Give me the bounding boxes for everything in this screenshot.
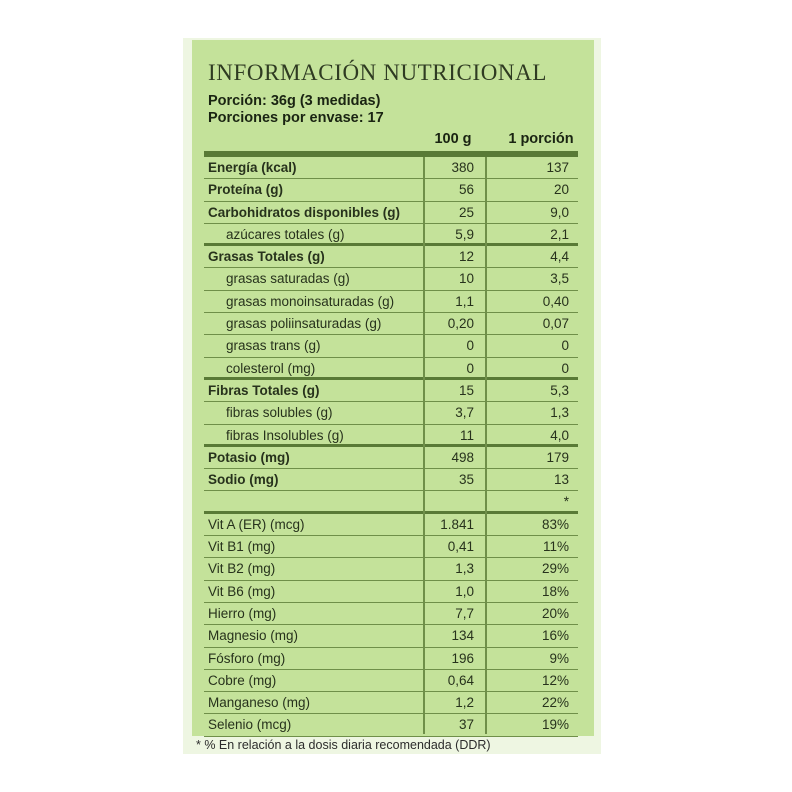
value-per-100g: 11 xyxy=(459,427,474,443)
table-row xyxy=(204,224,578,246)
nutrient-label: grasas monoinsaturadas (g) xyxy=(226,293,395,309)
nutrient-label: Cobre (mg) xyxy=(208,672,277,688)
value-per-serving: 20% xyxy=(541,605,569,621)
table-row xyxy=(204,714,578,736)
value-per-serving: 0,40 xyxy=(542,293,569,309)
table-row xyxy=(204,157,578,179)
nutrient-label: azúcares totales (g) xyxy=(226,226,345,242)
table-row xyxy=(204,692,578,714)
nutrient-label: Vit A (ER) (mcg) xyxy=(208,516,305,532)
value-per-serving: 137 xyxy=(546,160,569,175)
nutrient-label: Manganeso (mg) xyxy=(208,695,311,711)
nutrient-label: Proteína (g) xyxy=(208,182,284,198)
panel-title: INFORMACIÓN NUTRICIONAL xyxy=(208,60,547,85)
table-row xyxy=(204,491,578,513)
column-divider xyxy=(485,157,487,734)
table-row xyxy=(204,402,578,424)
value-per-serving: 5,3 xyxy=(550,382,569,398)
value-per-100g: 35 xyxy=(458,472,474,488)
value-per-serving: 3,5 xyxy=(550,271,569,287)
value-per-serving: 2,1 xyxy=(550,226,569,242)
value-per-serving: 18% xyxy=(541,583,569,599)
value-per-100g: 1,1 xyxy=(455,293,474,309)
value-per-100g: 10 xyxy=(458,271,474,287)
table-row xyxy=(204,670,578,692)
nutrient-label: grasas saturadas (g) xyxy=(226,271,350,287)
table-row xyxy=(204,514,578,536)
value-per-serving: 0 xyxy=(561,338,569,354)
value-per-100g: 56 xyxy=(458,182,474,198)
nutrient-label: Vit B6 (mg) xyxy=(208,583,276,599)
nutrient-label: Potasio (mg) xyxy=(208,449,290,465)
value-per-100g: 0,41 xyxy=(447,539,474,555)
value-per-100g: 5,9 xyxy=(455,226,474,242)
value-per-100g: 1,3 xyxy=(455,561,474,577)
table-row xyxy=(204,603,578,625)
value-per-serving: 0 xyxy=(561,360,569,376)
table-row xyxy=(204,469,578,491)
value-per-serving: 29% xyxy=(541,561,569,577)
table-row xyxy=(204,581,578,603)
nutrient-label: grasas poliinsaturadas (g) xyxy=(226,316,382,332)
value-per-100g: 498 xyxy=(451,449,474,465)
table-row xyxy=(204,358,578,380)
value-per-serving: 9,0 xyxy=(550,204,569,220)
serving-size: Porción: 36g (3 medidas) xyxy=(208,93,381,109)
nutrient-label: Vit B1 (mg) xyxy=(208,539,276,555)
table-row xyxy=(204,648,578,670)
table-row xyxy=(204,202,578,224)
value-per-100g: 380 xyxy=(451,160,474,175)
nutrient-table xyxy=(204,157,578,737)
nutrient-label: Energía (kcal) xyxy=(208,160,297,175)
nutrient-label: Grasas Totales (g) xyxy=(208,249,325,265)
table-row xyxy=(204,179,578,201)
value-per-100g: 0 xyxy=(466,338,474,354)
nutrient-label: Selenio (mcg) xyxy=(208,717,292,733)
value-per-serving: 13 xyxy=(553,472,569,488)
value-per-serving: 22% xyxy=(541,695,569,711)
value-per-serving: 19% xyxy=(541,717,569,733)
value-per-100g: 0 xyxy=(466,360,474,376)
value-per-100g: 12 xyxy=(458,249,474,265)
value-per-serving: 16% xyxy=(541,628,569,644)
value-per-serving: 11% xyxy=(542,539,569,555)
table-row xyxy=(204,447,578,469)
value-per-100g: 3,7 xyxy=(455,405,474,421)
nutrient-label: colesterol (mg) xyxy=(226,360,316,376)
nutrient-label: grasas trans (g) xyxy=(226,338,321,354)
value-per-serving: * xyxy=(563,494,569,510)
value-per-100g: 0,20 xyxy=(447,316,474,332)
value-per-serving: 4,4 xyxy=(550,249,569,265)
nutrient-label: Vit B2 (mg) xyxy=(208,561,276,577)
table-row xyxy=(204,558,578,580)
table-row xyxy=(204,246,578,268)
footnote: * % En relación a la dosis diaria recomendada (DDR) xyxy=(196,738,491,752)
value-per-100g: 134 xyxy=(451,628,474,644)
value-per-100g: 25 xyxy=(458,204,474,220)
nutrient-label: Fósforo (mg) xyxy=(208,650,286,666)
table-row xyxy=(204,625,578,647)
column-header-100g: 100 g xyxy=(434,131,472,147)
table-row xyxy=(204,335,578,357)
column-header-serving: 1 porción xyxy=(508,131,574,147)
value-per-serving: 0,07 xyxy=(542,316,569,332)
nutrient-label: Magnesio (mg) xyxy=(208,628,299,644)
value-per-serving: 83% xyxy=(541,516,569,532)
value-per-100g: 1.841 xyxy=(440,516,474,532)
value-per-100g: 7,7 xyxy=(455,605,474,621)
value-per-serving: 9% xyxy=(549,650,569,666)
value-per-serving: 1,3 xyxy=(550,405,569,421)
table-row xyxy=(204,268,578,290)
nutrient-label: fibras Insolubles (g) xyxy=(226,427,344,443)
value-per-serving: 20 xyxy=(553,182,569,198)
value-per-100g: 37 xyxy=(458,717,474,733)
value-per-serving: 4,0 xyxy=(550,427,569,443)
table-row xyxy=(204,291,578,313)
table-row xyxy=(204,380,578,402)
value-per-100g: 0,64 xyxy=(447,672,474,688)
nutrient-label: Fibras Totales (g) xyxy=(208,382,320,398)
servings-per-container: Porciones por envase: 17 xyxy=(208,110,384,126)
value-per-serving: 12% xyxy=(541,672,569,688)
value-per-100g: 1,0 xyxy=(455,583,474,599)
nutrient-label: Hierro (mg) xyxy=(208,605,277,621)
value-per-serving: 179 xyxy=(546,449,569,465)
nutrient-label: Sodio (mg) xyxy=(208,472,279,488)
value-per-100g: 196 xyxy=(451,650,474,666)
nutrient-label: Carbohidratos disponibles (g) xyxy=(208,204,401,220)
column-divider xyxy=(423,157,425,734)
nutrient-label: fibras solubles (g) xyxy=(226,405,333,421)
table-row xyxy=(204,425,578,447)
value-per-100g: 15 xyxy=(458,382,474,398)
table-row xyxy=(204,536,578,558)
table-row xyxy=(204,313,578,335)
value-per-100g: 1,2 xyxy=(455,695,474,711)
